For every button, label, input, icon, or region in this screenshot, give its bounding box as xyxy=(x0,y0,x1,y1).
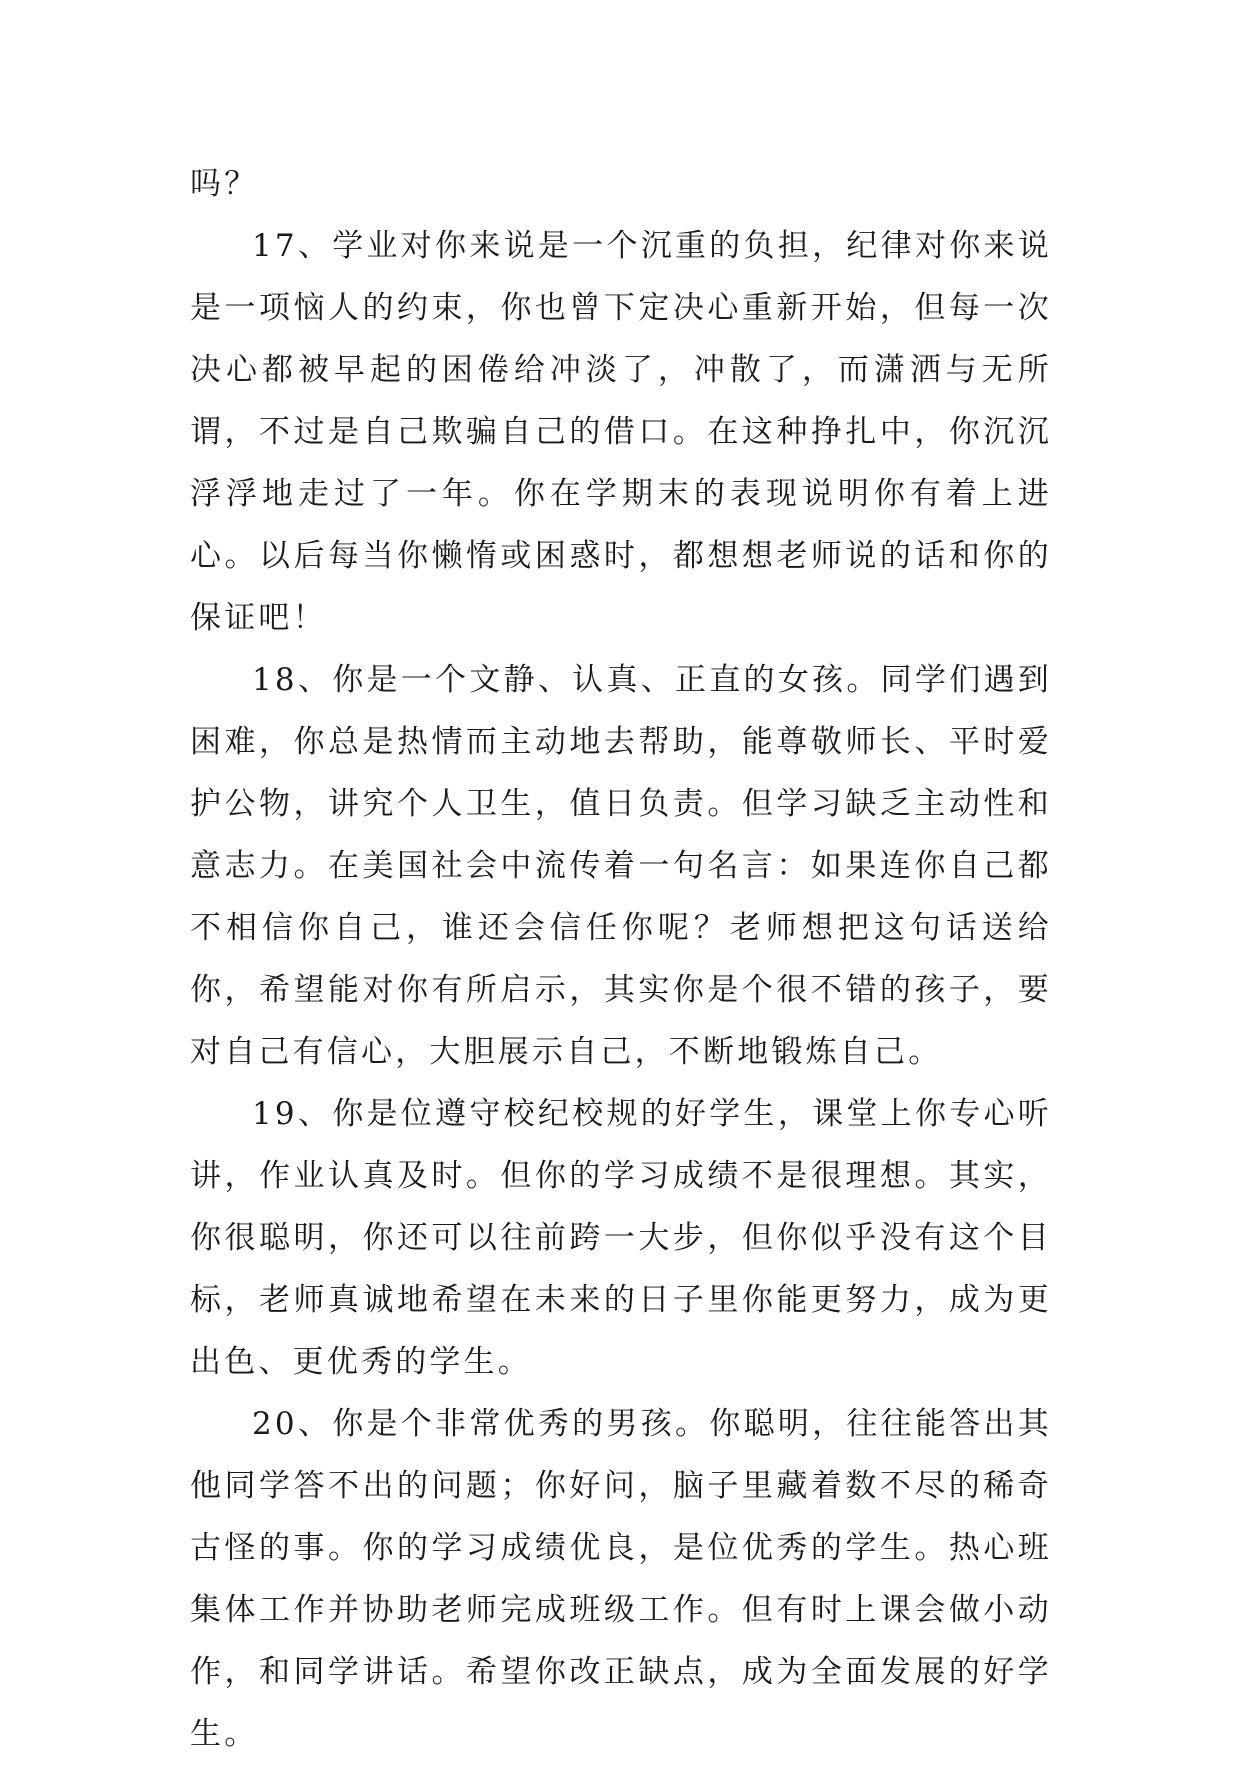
document-body xyxy=(190,153,1052,1765)
paragraph-continuation: 吗？ xyxy=(190,166,259,202)
paragraph-comment-17: 17、学业对你来说是一个沉重的负担，纪律对你来说是一项恼人的约束，你也曾下定决心重新开始，但每一次决心都被早起的困倦给冲淡了，冲散了，而潇洒与无所谓，不过是自己欺骗自己的借口。在这种挣扎中，你沉沉浮浮地走过了一年。你在学期末的表现说明你有着上进心。以后每当你懒惰或困惑时，都想想老师说的话和你的保证吧！ xyxy=(190,228,1052,636)
paragraph-comment-18: 18、你是一个文静、认真、正直的女孩。同学们遇到困难，你总是热情而主动地去帮助，能尊敬师长、平时爱护公物，讲究个人卫生，值日负责。但学习缺乏主动性和意志力。在美国社会中流传着一句名言：如果连你自己都不相信你自己，谁还会信任你呢？老师想把这句话送给你，希望能对你有所启示，其实你是个很不错的孩子，要对自己有信心，大胆展示自己，不断地锻炼自己。 xyxy=(190,662,1052,1070)
paragraph-comment-20: 20、你是个非常优秀的男孩。你聪明，往往能答出其他同学答不出的问题；你好问，脑子里藏着数不尽的稀奇古怪的事。你的学习成绩优良，是位优秀的学生。热心班集体工作并协助老师完成班级工作。但有时上课会做小动作，和同学讲话。希望你改正缺点，成为全面发展的好学生。 xyxy=(190,1406,1052,1752)
paragraph-comment-19: 19、你是位遵守校纪校规的好学生，课堂上你专心听讲，作业认真及时。但你的学习成绩不是很理想。其实，你很聪明，你还可以往前跨一大步，但你似乎没有这个目标，老师真诚地希望在未来的日子里你能更努力，成为更出色、更优秀的学生。 xyxy=(190,1096,1052,1380)
